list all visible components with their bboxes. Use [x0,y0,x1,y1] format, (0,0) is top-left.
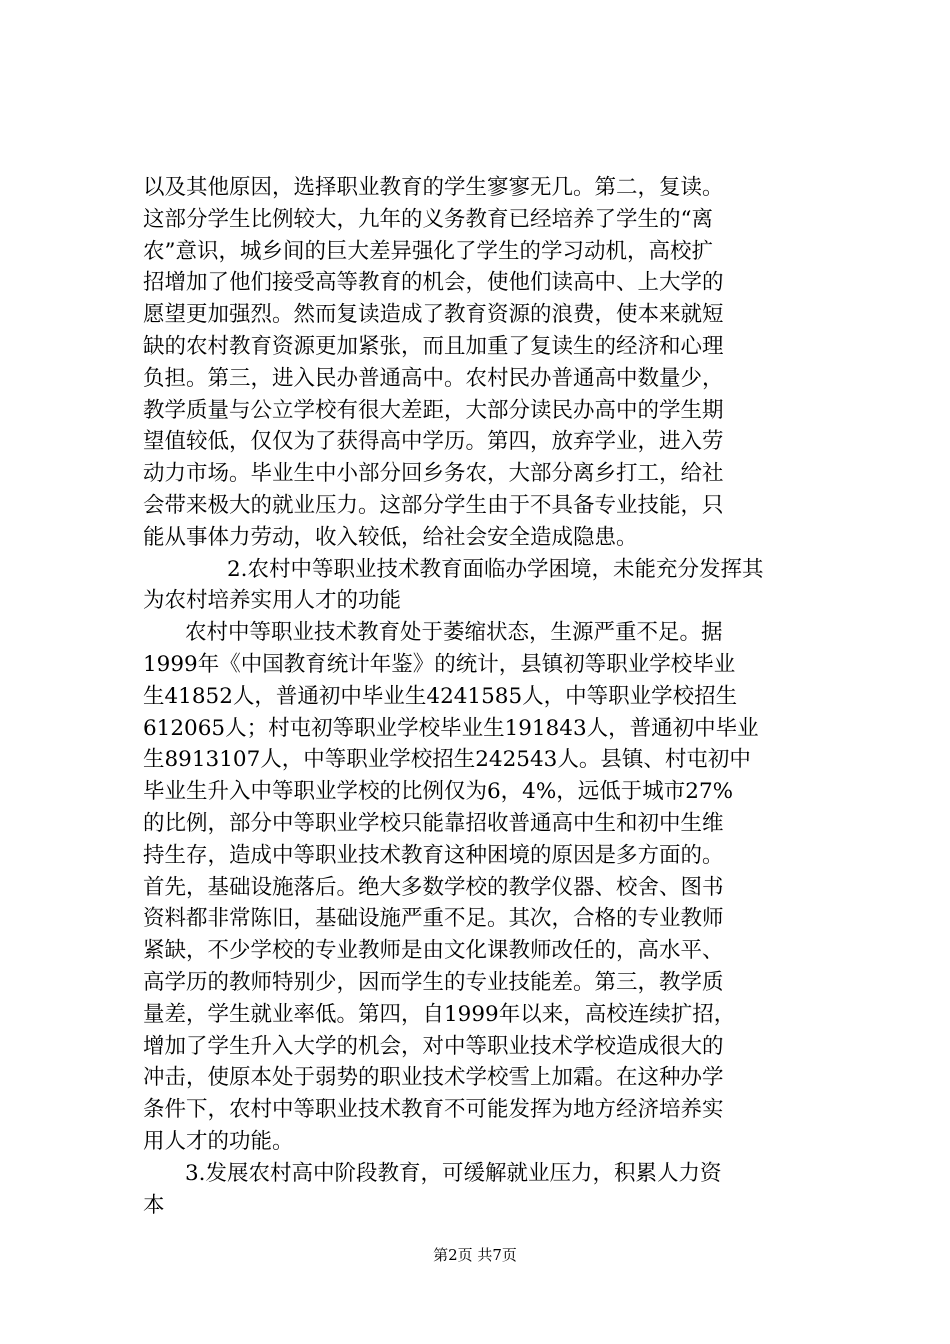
text-line: 以及其他原因，选择职业教育的学生寥寥无几。第二，复读。 [143,175,724,200]
text-line: 愿望更加强烈。然而复读造成了教育资源的浪费，使本来就短 [143,302,724,328]
text-line: 资料都非常陈旧，基础设施严重不足。其次，合格的专业教师 [143,906,724,932]
heading-line: 为农村培养实用人才的功能 [143,588,402,614]
document-body [143,172,827,1221]
page-footer [0,1245,950,1265]
heading-line: 2.农村中等职业技术教育面临办学困境，未能充分发挥其 [227,556,764,582]
text-line: 教学质量与公立学校有很大差距，大部分读民办高中的学生期 [143,397,724,423]
text-line: 动力市场。毕业生中小部分回乡务农，大部分离乡打工，给社 [143,461,724,487]
text-line: 农村中等职业技术教育处于萎缩状态，生源严重不足。据 [185,620,723,646]
text-line: 生41852人，普通初中毕业生4241585人，中等职业学校招生 [143,683,738,709]
text-line: 首先，基础设施落后。绝大多数学校的教学仪器、校舍、图书 [143,874,724,900]
text-line: 量差，学生就业率低。第四，自1999年以来，高校连续扩招， [143,1001,736,1027]
text-line: 增加了学生升入大学的机会，对中等职业技术学校造成很大的 [143,1033,724,1059]
heading-line: 3.发展农村高中阶段教育，可缓解就业压力，积累人力资 [185,1160,722,1186]
text-line: 1999年《中国教育统计年鉴》的统计，县镇初等职业学校毕业 [143,651,736,677]
text-line: 能从事体力劳动，收入较低，给社会安全造成隐患。 [143,524,638,550]
text-line: 负担。第三，进入民办普通高中。农村民办普通高中数量少， [143,365,724,391]
text-line: 望值较低，仅仅为了获得高中学历。第四，放弃学业，进入劳 [143,429,724,455]
text-line: 这部分学生比例较大，九年的义务教育已经培养了学生的“离 [143,206,713,232]
text-line: 条件下，农村中等职业技术教育不可能发挥为地方经济培养实 [143,1097,724,1123]
section-heading-2 [143,554,827,618]
paragraph-continuation [143,172,827,554]
text-line: 毕业生升入中等职业学校的比例仅为6，4%，远低于城市27% [143,779,734,805]
text-line: 持生存，造成中等职业技术教育这种困境的原因是多方面的。 [143,842,724,868]
text-line: 生8913107人，中等职业学校招生242543人。县镇、村屯初中 [143,747,751,773]
text-line: 用人才的功能。 [143,1128,294,1154]
text-line: 高学历的教师特别少，因而学生的专业技能差。第三，教学质 [143,969,724,995]
text-line: 紧缺，不少学校的专业教师是由文化课教师改任的，高水平、 [143,938,724,964]
page-number: 第2页 共7页 [433,1246,517,1264]
text-line: 缺的农村教育资源更加紧张，而且加重了复读生的经济和心理 [143,333,724,359]
text-line: 农”意识，城乡间的巨大差异强化了学生的学习动机，高校扩 [143,238,713,264]
text-line: 的比例，部分中等职业学校只能靠招收普通高中生和初中生维 [143,810,724,836]
paragraph-vocational [143,617,827,1158]
text-line: 冲击，使原本处于弱势的职业技术学校雪上加霜。在这种办学 [143,1065,724,1091]
heading-line: 本 [143,1192,165,1218]
text-line: 612065人；村屯初等职业学校毕业生191843人，普通初中毕业 [143,715,759,741]
text-line: 招增加了他们接受高等教育的机会，使他们读高中、上大学的 [143,270,724,296]
text-line: 会带来极大的就业压力。这部分学生由于不具备专业技能，只 [143,492,724,518]
section-heading-3 [143,1158,827,1222]
